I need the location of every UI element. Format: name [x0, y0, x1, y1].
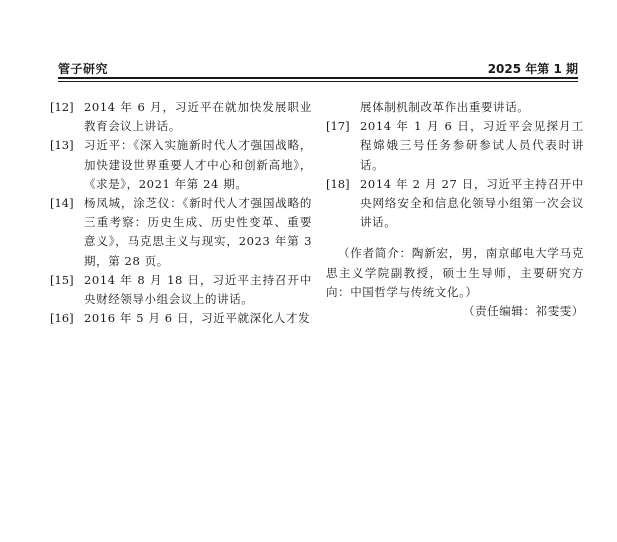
reference-text: 习近平：《深入实施新时代人才强国战略，加快建设世界重要人才中心和创新高地》，《求是》，2021 年第 24 期。 — [84, 138, 312, 191]
reference-number: [18] — [326, 176, 350, 191]
reference-number: [17] — [326, 119, 350, 134]
reference-number: [13] — [50, 138, 74, 153]
reference-number: [15] — [50, 272, 74, 287]
reference-item — [50, 98, 312, 136]
journal-name: 管子研究 — [58, 62, 109, 76]
reference-number: [14] — [50, 196, 74, 211]
issue-number: 2025 年第 1 期 — [487, 62, 578, 76]
reference-item — [326, 117, 584, 175]
reference-item — [50, 136, 312, 194]
reference-continuation: 展体制机制改革作出重要讲话。 — [360, 100, 530, 114]
reference-item — [50, 194, 312, 271]
responsible-editor: （责任编辑：祁雯雯） — [463, 304, 584, 319]
reference-text: 2014 年 2 月 27 日，习近平主持召开中央网络安全和信息化领导小组第一次会议讲话。 — [360, 176, 584, 230]
reference-item — [50, 309, 312, 328]
header-rule-thick — [58, 77, 578, 79]
header-rule-thin — [58, 81, 578, 82]
reference-number: [12] — [50, 100, 74, 114]
reference-item — [50, 271, 312, 309]
reference-text: 杨凤城，涂芝仪：《新时代人才强国战略的三重考察：历史生成、历史性变革、重要意义》，马克思主义与现实，2023 年第 3 期，第 28 页。 — [84, 196, 312, 268]
author-note: （作者简介：陶新宏，男，南京邮电大学马克思主义学院副教授，硕士生导师，主要研究方向：中国哲学与传统文化。） — [326, 246, 584, 299]
right-column — [326, 98, 584, 321]
reference-text: 2014 年 1 月 6 日，习近平会见探月工程嫦娥三号任务参研参试人员代表时讲话。 — [360, 119, 584, 172]
reference-number: [16] — [50, 311, 74, 326]
reference-item — [326, 175, 584, 233]
left-column — [50, 98, 312, 328]
reference-text: 2014 年 6 月，习近平在就加快发展职业教育会议上讲话。 — [84, 100, 312, 134]
page-header — [58, 60, 578, 78]
reference-text: 2016 年 5 月 6 日，习近平就深化人才发 — [84, 311, 311, 326]
reference-text: 2014 年 8 月 18 日，习近平主持召开中央财经领导小组会议上的讲话。 — [84, 272, 312, 307]
